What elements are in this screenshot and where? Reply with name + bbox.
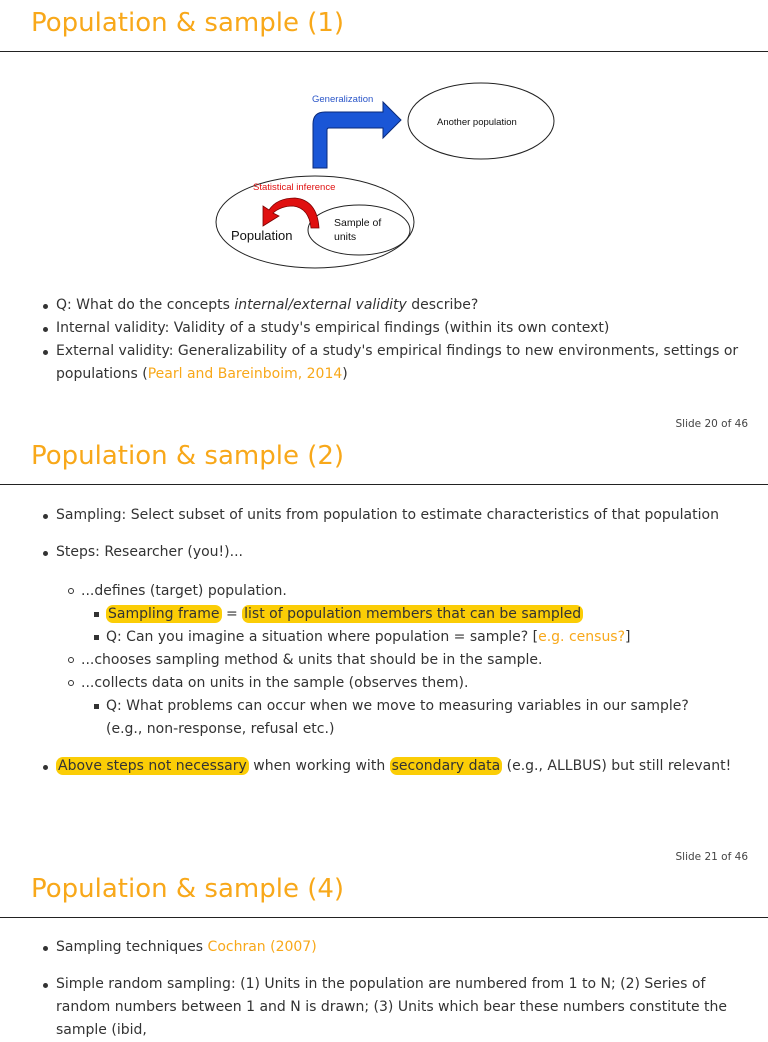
list-item: ...defines (target) population. bbox=[69, 580, 744, 603]
list-item: Q: What problems can occur when we move to measuring variables in our sample? (e.g., non-response, refusal etc.) bbox=[94, 695, 726, 741]
list-item: ...chooses sampling method & units that should be in the sample. bbox=[69, 649, 744, 672]
slide-title: Population & sample (4) bbox=[31, 874, 345, 904]
list-item: Sampling frame = list of population members that can be sampled bbox=[94, 603, 744, 626]
slide-counter: Slide 20 of 46 bbox=[675, 418, 748, 430]
title-divider bbox=[0, 484, 768, 485]
list-item: ...collects data on units in the sample (observes them). bbox=[69, 672, 744, 695]
slide-title: Population & sample (2) bbox=[31, 441, 345, 471]
list-item: Q: Can you imagine a situation where population = sample? [e.g. census?] bbox=[94, 626, 744, 649]
list-item: Simple random sampling: (1) Units in the population are numbered from 1 to N; (2) Series of random numbers between 1 and N is drawn; (3) Units which bear these numbers constitute the sample (ibid, bbox=[44, 973, 744, 1042]
sample-label-line2: units bbox=[334, 231, 357, 243]
list-item: Sampling techniques Cochran (2007) bbox=[44, 936, 744, 959]
sample-ellipse bbox=[308, 205, 410, 255]
generalization-label: Generalization bbox=[312, 94, 374, 105]
highlight: list of population members that can be sampled bbox=[244, 606, 582, 622]
list-item: Internal validity: Validity of a study's empirical findings (within its own context) bbox=[44, 317, 744, 340]
another-population-label: Another population bbox=[437, 117, 517, 128]
citation-link[interactable]: Pearl and Bareinboim, 2014 bbox=[147, 366, 343, 382]
census-link[interactable]: e.g. census? bbox=[538, 629, 626, 645]
citation-link[interactable]: Cochran (2007) bbox=[207, 939, 317, 955]
list-item: Above steps not necessary when working with secondary data (e.g., ALLBUS) but still relevant! bbox=[44, 755, 744, 778]
population-sample-diagram bbox=[205, 82, 565, 277]
list-item: External validity: Generalizability of a study's empirical findings to new environments, settings or populations (Pearl and Bareinboim, 2014) bbox=[44, 340, 744, 386]
sample-label-line1: Sample of bbox=[334, 217, 382, 229]
slide-counter: Slide 21 of 46 bbox=[675, 851, 748, 863]
title-divider bbox=[0, 917, 768, 918]
list-item: Steps: Researcher (you!)... bbox=[44, 541, 744, 564]
bullet-list bbox=[44, 294, 744, 386]
title-divider bbox=[0, 51, 768, 52]
population-label: Population bbox=[231, 228, 293, 243]
list-item: Sampling: Select subset of units from population to estimate characteristics of that population bbox=[44, 504, 744, 527]
highlight: secondary data bbox=[391, 758, 501, 774]
bullet-list bbox=[44, 504, 744, 778]
statistical-inference-label: Statistical inference bbox=[253, 182, 336, 193]
bullet-list bbox=[44, 936, 744, 1042]
slide-22 bbox=[0, 866, 768, 1038]
list-item: Q: What do the concepts internal/external validity describe? bbox=[44, 294, 744, 317]
highlight: Sampling frame bbox=[108, 606, 220, 622]
generalization-arrow bbox=[313, 102, 401, 168]
slide-20 bbox=[0, 0, 768, 433]
slide-title: Population & sample (1) bbox=[31, 8, 345, 38]
highlight: Above steps not necessary bbox=[58, 758, 247, 774]
slide-21 bbox=[0, 433, 768, 866]
